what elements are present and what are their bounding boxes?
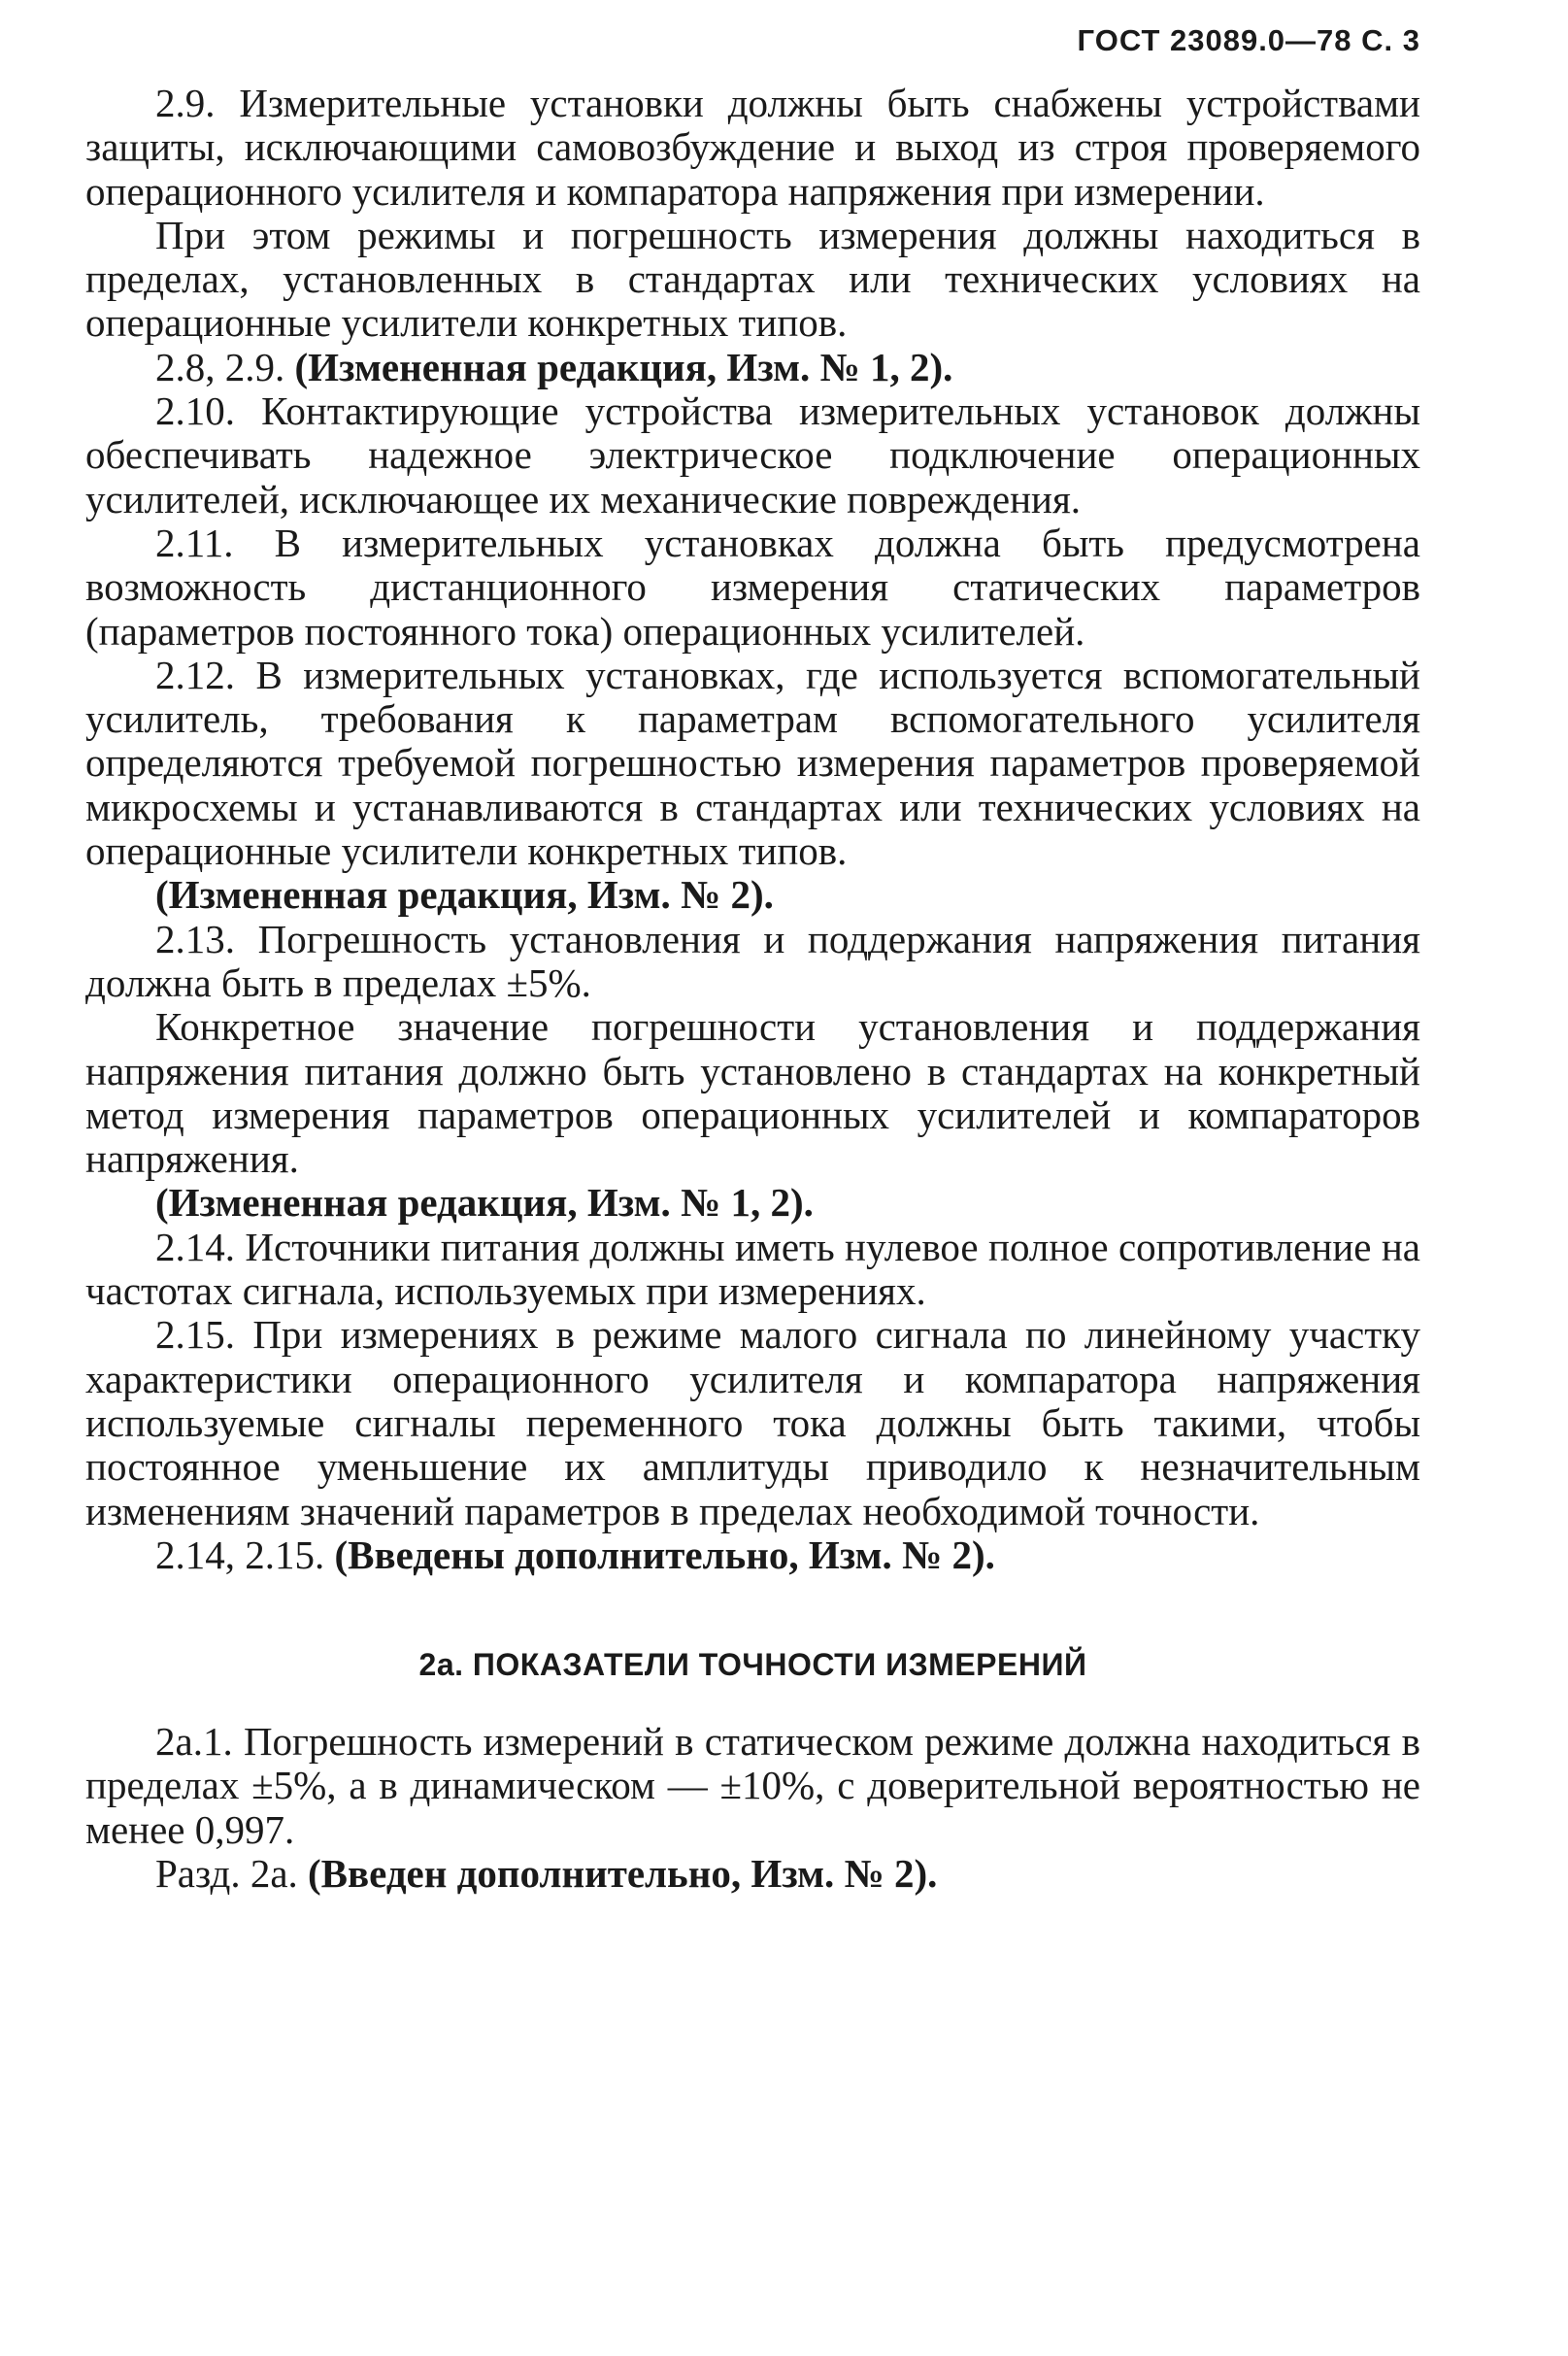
clause-2-13-note: Конкретное значение погрешности установления и поддержания напряжения питания должно быть установлено в стандартах на конкретный метод измерения параметров операционных усилителей и компараторов напряжения.	[85, 1004, 1420, 1182]
amendment-clauses: 2.8, 2.9.	[155, 344, 295, 389]
document-page	[85, 23, 1420, 1896]
clause-2-11: 2.11. В измерительных установках должна быть предусмотрена возможность дистанционного измерения статических параметров (параметров постоянного тока) операционных усилителей.	[85, 520, 1420, 654]
amendment-label: (Введен дополнительно, Изм. № 2).	[308, 1850, 938, 1896]
amendment-note	[85, 346, 1420, 389]
amendment-note	[85, 1533, 1420, 1577]
amendment-clauses: Разд. 2а.	[155, 1850, 309, 1896]
clause-2-15: 2.15. При измерениях в режиме малого сигнала по линейному участку характеристики операционного усилителя и компаратора напряжения используемые сигналы переменного тока должны быть такими, чтобы постоянное уменьшение их амплитуды приводило к незначительным изменениям значений параметров в пределах необходимой точности.	[85, 1312, 1420, 1533]
section-title: 2а. ПОКАЗАТЕЛИ ТОЧНОСТИ ИЗМЕРЕНИЙ	[418, 1647, 1087, 1683]
amendment-label: (Введены дополнительно, Изм. № 2).	[334, 1531, 995, 1577]
clause-2a-1: 2а.1. Погрешность измерений в статическом режиме должна находиться в пределах ±5%, а в динамическом — ±10%, с доверительной вероятностью не менее 0,997.	[85, 1719, 1420, 1852]
body-text	[85, 82, 1420, 1896]
amendment-label: (Измененная редакция, Изм. № 1, 2).	[155, 1180, 814, 1226]
amendment-label: (Измененная редакция, Изм. № 1, 2).	[294, 344, 953, 389]
amendment-note	[85, 1852, 1420, 1896]
amendment-label: (Измененная редакция, Изм. № 2).	[155, 872, 774, 918]
clause-2-13: 2.13. Погрешность установления и поддержания напряжения питания должна быть в пределах ±5%.	[85, 916, 1420, 1005]
clause-2-9: 2.9. Измерительные установки должны быть снабжены устройствами защиты, исключающими самовозбуждение и выход из строя проверяемого операционного усилителя и компаратора напряжения при измерении.	[85, 81, 1420, 214]
clause-2-10: 2.10. Контактирующие устройства измерительных установок должны обеспечивать надежное электрическое подключение операционных усилителей, исключающее их механические повреждения.	[85, 388, 1420, 522]
page-header: ГОСТ 23089.0—78 С. 3	[1077, 23, 1420, 57]
clause-2-12: 2.12. В измерительных установках, где используется вспомогательный усилитель, требования к параметрам вспомогательного усилителя определяются требуемой погрешностью измерения параметров проверяемой микросхемы и устанавливаются в стандартах или технических условиях на операционные усилители конкретных типов.	[85, 652, 1420, 874]
clause-2-14: 2.14. Источники питания должны иметь нулевое полное сопротивление на частотах сигнала, используемых при измерениях.	[85, 1224, 1420, 1314]
clause-2-9-note: При этом режимы и погрешность измерения должны находиться в пределах, установленных в стандартах или технических условиях на операционные усилители конкретных типов.	[85, 212, 1420, 346]
amendment-note	[85, 1181, 1420, 1225]
amendment-clauses: 2.14, 2.15.	[155, 1531, 335, 1577]
amendment-note	[85, 873, 1420, 917]
